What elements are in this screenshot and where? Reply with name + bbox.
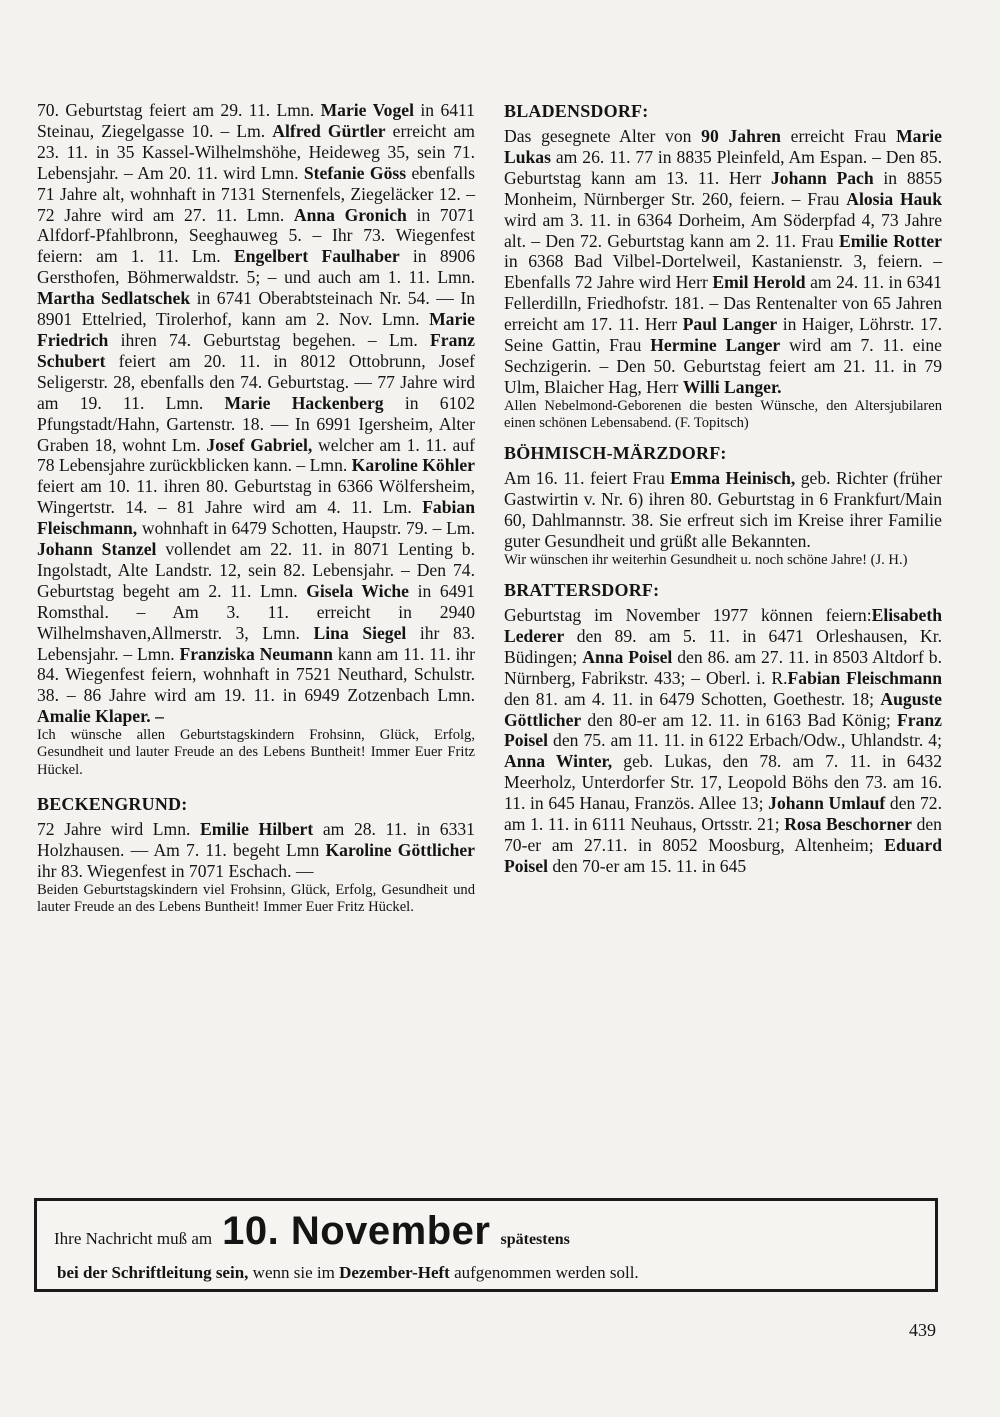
heading-bladensdorf: BLADENSDORF:: [504, 101, 649, 121]
person-name: Gisela Wiche: [306, 580, 409, 601]
notice-line2-mid: wenn sie im: [248, 1263, 340, 1282]
person-name: Karoline Göttlicher: [325, 839, 475, 860]
notice-line-1: [54, 1209, 570, 1254]
paragraph-bladensdorf: Das gesegnete Alter von 90 Jahren erreicht Frau Marie Lukas am 26. 11. 77 in 8835 Pleinfeld, Am Espan. – Den 85. Geburtstag kann am 13. 11. Herr Johann Pach in 8855 Monheim, Nürnberger Str. 260, feiern. – Frau Alosia Hauk wird am 3. 11. in 6364 Dorheim, Am Söderpfad 4, 73 Jahre alt. – Den 72. Geburtstag kann am 2. 11. Frau Emilie Rotter in 6368 Bad Vilbel-Dortelweil, Kastanienstr. 3, feiern. – Ebenfalls 72 Jahre wird Herr Emil Herold am 24. 11. in 6341 Fellerdilln, Friedhofstr. 181. – Das Rentenalter von 65 Jahren erreicht am 17. 11. Herr Paul Langer in Haiger, Löhrstr. 17. Seine Gattin, Frau Hermine Langer wird am 7. 11. eine Sechzigerin. – Den 50. Geburtstag feiert am 21. 11. in 79 Ulm, Blaicher Hag, Herr Willi Langer.: [504, 126, 943, 397]
person-name: Josef Gabriel,: [206, 434, 313, 455]
paragraph-birthdays-main: 70. Geburtstag feiert am 29. 11. Lmn. Marie Vogel in 6411 Steinau, Ziegelgasse 10. – Lm. Alfred Gürtler erreicht am 23. 11. in 35 Kassel-Wilhelmshöhe, Heideweg 35, sein 71. Lebensjahr. – Am 20. 11. wird Lmn. Stefanie Göss ebenfalls 71 Jahre alt, wohnhaft in 7131 Sternenfels, Ziegeläcker 12. – 72 Jahre wird am 27. 11. Lmn. Anna Gronich in 7071 Alfdorf-Pfahlbronn, Seeghauweg 5. – Ihr 73. Wiegenfest feiern: am 1. 11. Lm. Engelbert Faulhaber in 8906 Gersthofen, Böhmerwaldstr. 5; – und auch am 1. 11. Lmn. Martha Sedlatschek in 6741 Oberabtsteinach Nr. 54. — In 8901 Ettelried, Tirolerhof, kann am 2. Nov. Lmn. Marie Friedrich ihren 74. Geburtstag begehen. – Lm. Franz Schubert feiert am 20. 11. in 8012 Ottobrunn, Josef Seligerstr. 28, ebenfalls den 74. Geburtstag. — 77 Jahre wird am 19. 11. Lmn. Marie Hackenberg in 6102 Pfungstadt/Hahn, Gartenstr. 18. — In 6991 Igersheim, Alter Graben 18, wohnt Lm. Josef Gabriel, welcher am 1. 11. auf 78 Lebensjahre zurückblicken kann. – Lmn. Karoline Köhler feiert am 10. 11. ihren 80. Geburtstag in 6366 Wölfersheim, Wingertstr. 14. – 81 Jahre wird am 4. 11. Lm. Fabian Fleischmann, wohnhaft in 6479 Schotten, Haupstr. 79. – Lm. Johann Stanzel vollendet am 22. 11. in 8071 Lenting b. Ingolstadt, Alte Landstr. 12, sein 82. Lebensjahr. – Den 74. Geburtstag begeht am 2. 11. Lmn. Gisela Wiche in 6491 Romsthal. – Am 3. 11. erreicht in 2940 Wilhelmshaven,Allmerstr. 3, Lmn. Lina Siegel ihr 83. Lebensjahr. – Lmn. Franziska Neumann kann am 11. 11. ihr 84. Wiegenfest feiern, wohnhaft in 7521 Neuthard, Schulstr. 38. – 86 Jahre wird am 19. 11. in 6949 Zotzenbach Lmn. Amalie Klaper. –: [37, 100, 476, 727]
page-number: 439: [909, 1320, 936, 1340]
person-name: 90 Jahren: [701, 126, 781, 146]
greeting-note-3: Allen Nebelmond-Geborenen die besten Wünsche, den Altersjubilaren einen schönen Lebensabend. (F. Topitsch): [504, 397, 942, 431]
person-name: Marie Lukas: [504, 126, 942, 167]
notice-line2-end: aufgenommen werden soll.: [449, 1263, 639, 1282]
person-name: Johann Stanzel: [37, 539, 157, 560]
person-name: Emilie Rotter: [838, 230, 942, 251]
heading-brattersdorf: BRATTERSDORF:: [504, 580, 660, 601]
person-name: Marie Friedrich: [37, 309, 475, 350]
person-name: Rosa Beschorner: [784, 814, 912, 835]
person-name: Fabian Fleischmann,: [37, 497, 475, 539]
person-name: Eduard Poisel: [504, 834, 942, 876]
person-name: Elisabeth Lederer: [504, 605, 942, 646]
person-name: Emil Herold: [712, 272, 806, 293]
person-name: Lina Siegel: [313, 622, 407, 643]
notice-prefix: Ihre Nachricht muß am: [54, 1229, 213, 1248]
notice-deadline-date: 10. November: [222, 1209, 491, 1253]
paragraph-brattersdorf: Geburtstag im November 1977 können feiern:Elisabeth Lederer den 89. am 5. 11. in 6471 Orleshausen, Kr. Büdingen; Anna Poisel den 86. am 27. 11. in 8503 Altdorf b. Nürnberg, Fabrikstr. 433; – Oberl. i. R.Fabian Fleischmann den 81. am 4. 11. in 6479 Schotten, Goethestr. 18; Auguste Göttlicher den 80-er am 12. 11. in 6163 Bad König; Franz Poisel den 75. am 11. 11. in 6122 Erbach/Odw., Uhlandstr. 4; Anna Winter, geb. Lukas, den 78. am 7. 11. in 6432 Meerholz, Unterdorfer Str. 17, Leopold Böhs den 73. am 16. 11. in 645 Hanau, Französ. Allee 13; Johann Umlauf den 72. am 1. 11. in 6111 Neuhaus, Ortsstr. 21; Rosa Beschorner den 70-er am 27.11. in 8052 Moosburg, Altenheim; Eduard Poisel den 70-er am 15. 11. in 645: [504, 605, 943, 876]
person-name: Anna Gronich: [293, 204, 407, 225]
deadline-notice-box: [34, 1198, 938, 1292]
person-name: Johann Pach: [770, 167, 874, 188]
person-name: Willi Langer.: [682, 376, 782, 397]
person-name: Emilie Hilbert: [200, 818, 314, 839]
paragraph-boehmisch-maerzdorf: Am 16. 11. feiert Frau Emma Heinisch, geb. Richter (früher Gastwirtin v. Nr. 6) ihren 80. Geburtstag in 6 Frankfurt/Main 60, Dahlmannstr. 38. Sie erfreut sich im Kreise ihrer Familie guter Gesundheit und grüßt alle Bekannten.: [504, 468, 942, 551]
person-name: Hermine Langer: [650, 335, 781, 356]
notice-line2-bold2: Dezember-Heft: [339, 1263, 450, 1282]
person-name: Alosia Hauk: [846, 188, 943, 209]
right-column: [504, 100, 942, 877]
person-name: Johann Umlauf: [768, 793, 886, 814]
greeting-note-1: Ich wünsche allen Geburtstagskindern Frohsinn, Glück, Erfolg, Gesundheit und lauter Freude an des Lebens Buntheit! Immer Euer Fritz Hückel.: [37, 727, 475, 778]
person-name: Paul Langer: [682, 314, 778, 335]
person-name: Karoline Köhler: [351, 455, 475, 476]
paragraph-beckengrund: 72 Jahre wird Lmn. Emilie Hilbert am 28. 11. in 6331 Holzhausen. — Am 7. 11. begeht Lmn Karoline Göttlicher ihr 83. Wiegenfest in 7071 Eschach. —: [37, 818, 475, 881]
notice-line2-bold1: bei der Schriftleitung sein,: [57, 1263, 249, 1282]
notice-line-2: [57, 1263, 639, 1283]
person-name: Marie Hackenberg: [224, 392, 384, 413]
person-name: Franz Schubert: [37, 329, 475, 371]
heading-boehmisch-maerzdorf: BÖHMISCH-MÄRZDORF:: [504, 443, 727, 464]
person-name: Engelbert Faulhaber: [233, 246, 400, 267]
person-name: Martha Sedlatschek: [37, 288, 191, 309]
person-name: Emma Heinisch,: [670, 468, 796, 489]
person-name: Franziska Neumann: [179, 643, 333, 664]
greeting-note-2: Beiden Geburtstagskindern viel Frohsinn, Glück, Erfolg, Gesundheit und lauter Freude an des Lebens Buntheit! Immer Euer Fritz Hückel.: [37, 881, 475, 915]
left-column: [37, 100, 475, 916]
notice-suffix: spätestens: [500, 1231, 570, 1248]
person-name: Amalie Klaper. –: [37, 706, 164, 727]
person-name: Auguste Göttlicher: [504, 688, 942, 730]
greeting-note-4: Wir wünschen ihr weiterhin Gesundheit u. noch schöne Jahre! (J. H.): [504, 551, 908, 568]
person-name: Anna Poisel: [582, 646, 673, 667]
person-name: Franz Poisel: [504, 709, 942, 751]
person-name: Anna Winter,: [504, 751, 613, 772]
person-name: Fabian Fleischmann: [787, 667, 942, 688]
heading-beckengrund: BECKENGRUND:: [37, 793, 188, 814]
person-name: Stefanie Göss: [303, 162, 407, 183]
person-name: Alfred Gürtler: [272, 120, 386, 141]
person-name: Marie Vogel: [320, 100, 414, 120]
